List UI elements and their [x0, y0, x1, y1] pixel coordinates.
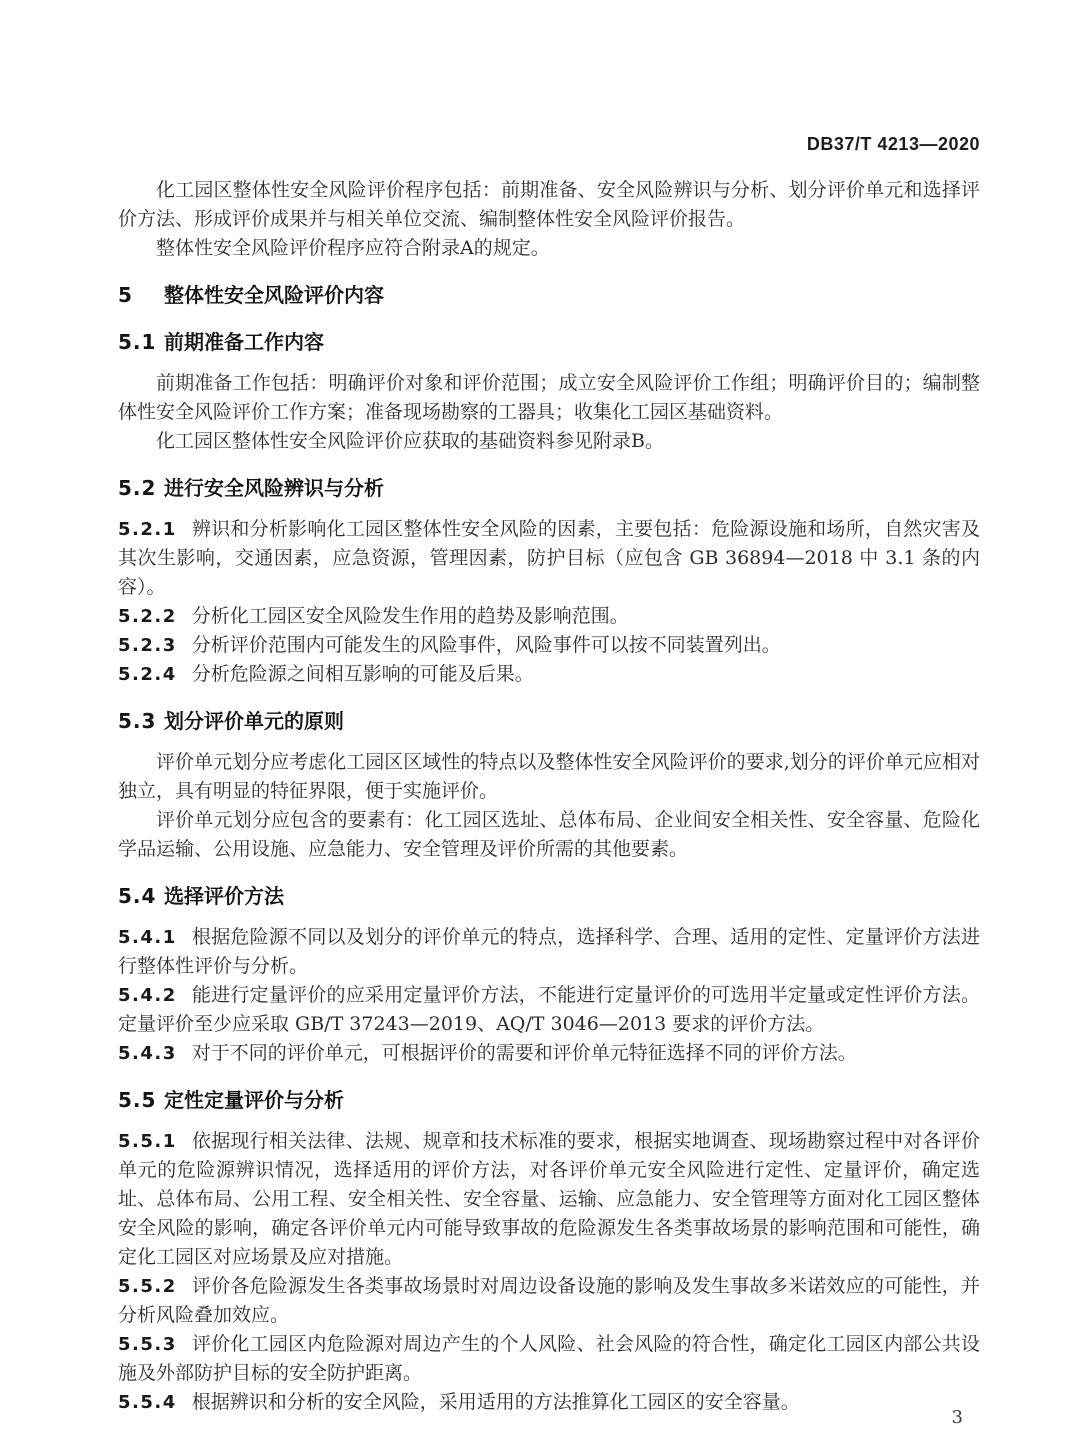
document-body — [118, 176, 980, 1417]
section-title: 定性定量评价与分析 — [164, 1088, 344, 1112]
clause-text: 能进行定量评价的应采用定量评价方法，不能进行定量评价的可选用半定量或定性评价方法。定量评价至少应采取 GB/T 37243—2019、AQ/T 3046—2013 要求的评价方法。 — [118, 984, 980, 1035]
section-number: 5 — [118, 283, 133, 307]
clause-text: 辨识和分析影响化工园区整体性安全风险的因素，主要包括：危险源设施和场所，自然灾害及其次生影响，交通因素，应急资源，管理因素，防护目标（应包含 GB 36894—2018 中 3.1 条的内容）。 — [118, 518, 980, 598]
clause-number: 5.2.2 — [118, 606, 177, 627]
paragraph-preparation-work: 前期准备工作包括：明确评价对象和评价范围；成立安全风险评价工作组；明确评价目的；编制整体性安全风险评价工作方案；准备现场勘察的工器具；收集化工园区基础资料。 — [118, 372, 980, 423]
paragraph-evaluation-procedure: 化工园区整体性安全风险评价程序包括：前期准备、安全风险辨识与分析、划分评价单元和选择评价方法、形成评价成果并与相关单位交流、编制整体性安全风险评价报告。 — [118, 179, 980, 230]
clause-5-2-3 — [118, 631, 980, 660]
section-number: 5.5 — [118, 1088, 157, 1112]
page-number: 3 — [951, 1407, 963, 1428]
clause-number: 5.5.4 — [118, 1392, 177, 1413]
clause-5-5-2 — [118, 1272, 980, 1330]
paragraph-unit-division-principle: 评价单元划分应考虑化工园区区域性的特点以及整体性安全风险评价的要求,划分的评价单元应相对独立，具有明显的特征界限，便于实施评价。 — [118, 751, 980, 802]
page-header — [118, 132, 980, 156]
clause-5-2-2 — [118, 602, 980, 631]
section-heading-5-4 — [118, 882, 980, 911]
section-title: 前期准备工作内容 — [164, 330, 324, 354]
clause-number: 5.4.3 — [118, 1043, 177, 1064]
section-title: 选择评价方法 — [164, 884, 284, 908]
clause-number: 5.4.1 — [118, 927, 177, 948]
clause-text: 分析评价范围内可能发生的风险事件，风险事件可以按不同装置列出。 — [191, 634, 781, 656]
section-heading-5-1 — [118, 328, 980, 357]
clause-number: 5.5.1 — [118, 1131, 177, 1152]
clause-5-4-3 — [118, 1039, 980, 1068]
clause-5-5-1 — [118, 1127, 980, 1272]
clause-number: 5.2.4 — [118, 664, 177, 685]
clause-text: 评价各危险源发生各类事故场景时对周边设备设施的影响及发生事故多米诺效应的可能性，并分析风险叠加效应。 — [118, 1275, 980, 1326]
clause-5-5-3 — [118, 1330, 980, 1388]
section-number: 5.3 — [118, 709, 157, 733]
clause-number: 5.5.3 — [118, 1334, 177, 1355]
section-number: 5.2 — [118, 476, 157, 500]
section-title: 整体性安全风险评价内容 — [164, 283, 384, 307]
clause-text: 分析危险源之间相互影响的可能及后果。 — [191, 663, 534, 685]
clause-text: 根据危险源不同以及划分的评价单元的特点，选择科学、合理、适用的定性、定量评价方法进行整体性评价与分析。 — [118, 926, 980, 977]
section-title: 进行安全风险辨识与分析 — [164, 476, 384, 500]
paragraph-appendix-b: 化工园区整体性安全风险评价应获取的基础资料参见附录B。 — [156, 430, 664, 452]
section-heading-5-3 — [118, 707, 980, 736]
clause-text: 评价化工园区内危险源对周边产生的个人风险、社会风险的符合性，确定化工园区内部公共设施及外部防护目标的安全防护距离。 — [118, 1333, 980, 1384]
clause-number: 5.2.3 — [118, 635, 177, 656]
clause-5-4-1 — [118, 923, 980, 981]
section-number: 5.1 — [118, 330, 157, 354]
clause-number: 5.5.2 — [118, 1276, 177, 1297]
section-heading-5-2 — [118, 474, 980, 503]
clause-number: 5.2.1 — [118, 519, 177, 540]
standard-number: DB37/T 4213—2020 — [806, 134, 980, 154]
section-number: 5.4 — [118, 884, 157, 908]
clause-5-5-4 — [118, 1388, 980, 1417]
clause-5-2-4 — [118, 660, 980, 689]
section-heading-5-5 — [118, 1086, 980, 1115]
clause-text: 依据现行相关法律、法规、规章和技术标准的要求，根据实地调查、现场勘察过程中对各评价单元的危险源辨识情况，选择适用的评价方法，对各评价单元安全风险进行定性、定量评价，确定选址、总体布局、公用工程、安全相关性、安全容量、运输、应急能力、安全管理等方面对化工园区整体安全风险的影响，确定各评价单元内可能导致事故的危险源发生各类事故场景的影响范围和可能性，确定化工园区对应场景及应对措施。 — [118, 1130, 980, 1268]
paragraph-appendix-a: 整体性安全风险评价程序应符合附录A的规定。 — [156, 237, 550, 259]
section-heading-5 — [118, 281, 980, 310]
clause-text: 根据辨识和分析的安全风险，采用适用的方法推算化工园区的安全容量。 — [191, 1391, 800, 1413]
clause-text: 分析化工园区安全风险发生作用的趋势及影响范围。 — [191, 605, 629, 627]
section-title: 划分评价单元的原则 — [164, 709, 344, 733]
paragraph-unit-division-elements: 评价单元划分应包含的要素有：化工园区选址、总体布局、企业间安全相关性、安全容量、危险化学品运输、公用设施、应急能力、安全管理及评价所需的其他要素。 — [118, 809, 980, 860]
clause-number: 5.4.2 — [118, 985, 177, 1006]
clause-5-4-2 — [118, 981, 980, 1039]
clause-5-2-1 — [118, 515, 980, 602]
clause-text: 对于不同的评价单元，可根据评价的需要和评价单元特征选择不同的评价方法。 — [191, 1042, 857, 1064]
